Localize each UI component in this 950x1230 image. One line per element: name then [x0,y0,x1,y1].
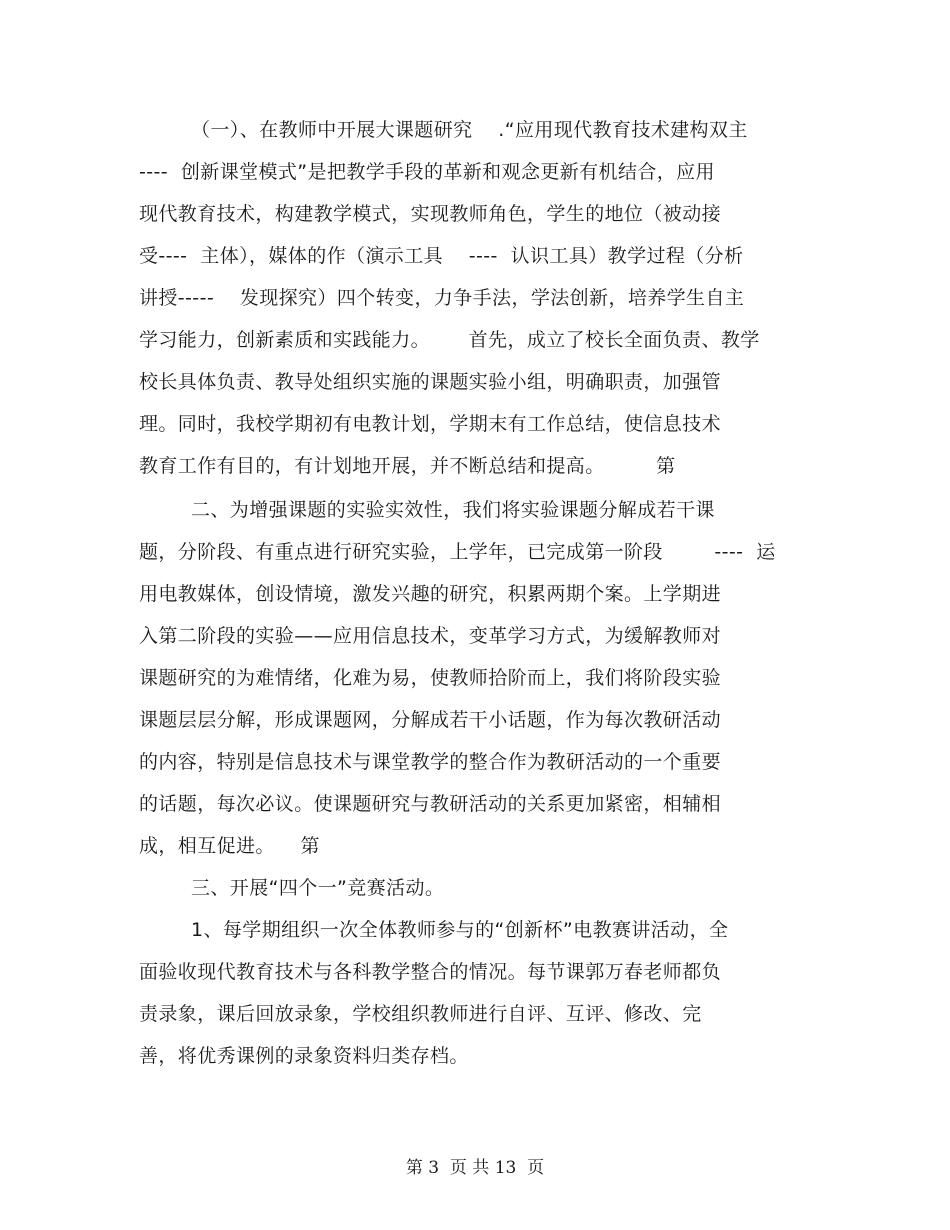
text-line: 的话题，每次必议。使课题研究与教研活动的关系更加紧密，相辅相 [139,793,722,815]
text-line: 责录象，课后回放录象，学校组织教师进行自评、互评、修改、完 [139,1003,702,1025]
text-line: 三、开展“四个一”竞赛活动。 [191,877,445,899]
text-line: 课题研究的为难情绪，化难为易，使教师拾阶而上，我们将阶段实验 [139,667,722,689]
text-line: 善，将优秀课例的录象资料归类存档。 [139,1045,469,1067]
text-line: 入第二阶段的实验——应用信息技术，变革学习方式，为缓解教师对 [139,625,722,647]
text-line: 的内容，特别是信息技术与课堂教学的整合作为教研活动的一个重要 [139,751,722,773]
text-line: 现代教育技术，构建教学模式，实现教师角色，学生的地位（被动接 [139,203,722,225]
text-line: 1、每学期组织一次全体教师参与的“创新杯”电教赛讲活动，全 [191,919,729,941]
text-line: 成，相互促进。 第 [139,835,320,857]
text-line: 理。同时，我校学期初有电教计划，学期末有工作总结，使信息技术 [139,413,722,435]
text-line: 用电教媒体，创设情境，激发兴趣的研究，积累两期个案。上学期进 [139,583,722,605]
text-line: 面验收现代教育技术与各科教学整合的情况。每节课郭万春老师都负 [139,961,722,983]
text-line: 教育工作有目的，有计划地开展，并不断总结和提高。 第 [139,455,676,477]
text-line: 校长具体负责、教导处组织实施的课题实验小组，明确职责，加强管 [139,371,722,393]
text-line: （一）、在教师中开展大课题研究 .“应用现代教育技术建构双主 [191,119,748,141]
text-line: 受---- 主体），媒体的作（演示工具 ---- 认识工具）教学过程（分析 [139,245,744,267]
page-number-footer: 第 3 页 共 13 页 [405,1158,545,1178]
text-line: 学习能力，创新素质和实践能力。 首先，成立了校长全面负责、教学 [139,329,760,351]
text-line: 讲授----- 发现探究）四个转变，力争手法，学法创新，培养学生自主 [139,287,745,309]
text-line: 二、为增强课题的实验实效性，我们将实验课题分解成若干课 [191,499,715,521]
text-line: 课题层层分解，形成课题网，分解成若干小话题，作为每次教研活动 [139,709,722,731]
text-line: 题，分阶段、有重点进行研究实验，上学年，已完成第一阶段 ---- 运 [139,541,776,563]
text-line: ---- 创新课堂模式”是把教学手段的革新和观念更新有机结合，应用 [139,161,715,183]
